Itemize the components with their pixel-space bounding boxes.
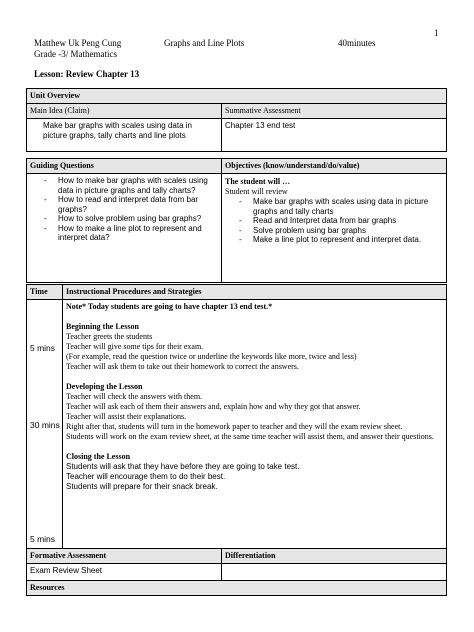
developing-line: Right after that, students will turn in the homework paper to teacher and they will the exam review sheet. xyxy=(66,422,403,431)
beginning-heading: Beginning the Lesson xyxy=(66,322,139,331)
unit-overview-heading: Unit Overview xyxy=(27,89,447,104)
list-item: - Make bar graphs with scales using data in picture graphs and tally charts xyxy=(225,197,443,216)
summative-label: Summative Assessment xyxy=(222,104,447,119)
grade-subject: Grade -3/ Mathematics xyxy=(34,49,117,59)
objectives-heading: Objectives (know/understand/do/value) xyxy=(222,159,447,174)
list-item: - Make a line plot to represent and interpret data. xyxy=(225,235,443,245)
time-closing: 5 mins xyxy=(30,534,56,544)
student-will-review: Student will review xyxy=(225,187,288,196)
list-item: - Read and Interpret data from bar graphs xyxy=(225,216,443,226)
closing-heading: Closing the Lesson xyxy=(66,452,131,461)
lesson-duration: 40minutes xyxy=(338,38,376,48)
objectives-list xyxy=(225,197,443,245)
resources-heading: Resources xyxy=(27,581,447,596)
developing-line: Teacher will assist their explanations. xyxy=(66,412,187,421)
page-number: 1 xyxy=(434,28,439,38)
list-item: - How to make a line plot to represent and interpret data? xyxy=(30,224,218,243)
differentiation-heading: Differentiation xyxy=(222,549,447,564)
lesson-topic: Graphs and Line Plots xyxy=(164,38,245,48)
closing-line: Teacher will encourage them to do their best. xyxy=(66,472,226,481)
main-idea-text: Make bar graphs with scales using data in picture graphs, tally charts and line plots xyxy=(27,119,222,152)
teacher-name: Matthew Uk Peng Cung xyxy=(34,38,122,48)
time-developing: 30 mins xyxy=(30,420,60,430)
procedures-table xyxy=(26,284,447,549)
beginning-line: Teacher will ask them to take out their homework to correct the answers. xyxy=(66,362,299,371)
beginning-line: Teacher will give some tips for their exam. xyxy=(66,342,204,351)
time-heading: Time xyxy=(27,285,63,300)
formative-heading: Formative Assessment xyxy=(27,549,222,564)
list-item: - Solve problem using bar graphs xyxy=(225,226,443,236)
closing-line: Students will ask that they have before they are going to take test. xyxy=(66,462,300,471)
time-beginning: 5 mins xyxy=(30,343,56,353)
developing-line: Teacher will ask each of them their answers and, explain how and why they got that answer. xyxy=(66,402,361,411)
assessment-table xyxy=(26,548,447,596)
guiding-questions-heading: Guiding Questions xyxy=(27,159,222,174)
summative-text: Chapter 13 end test xyxy=(222,119,447,152)
procedures-note: Note* Today students are going to have chapter 13 end test.* xyxy=(66,302,273,311)
closing-line: Students will prepare for their snack break. xyxy=(66,482,218,491)
developing-heading: Developing the Lesson xyxy=(66,382,143,391)
beginning-line: (For example, read the question twice or underline the keywords like more, twice and less) xyxy=(66,352,357,361)
guiding-objectives-table xyxy=(26,158,447,283)
developing-line: Teacher will check the answers with them. xyxy=(66,392,203,401)
lesson-title: Lesson: Review Chapter 13 xyxy=(34,69,140,79)
developing-line: Students will work on the exam review sheet, at the same time teacher will assist them, and answer their questions. xyxy=(66,432,434,441)
list-item: - How to solve problem using bar graphs? xyxy=(30,214,218,224)
guiding-questions-list xyxy=(30,176,218,243)
procedures-heading: Instructional Procedures and Strategies xyxy=(63,285,447,300)
list-item: - How to read and interpret data from bar graphs? xyxy=(30,195,218,214)
formative-value: Exam Review Sheet xyxy=(27,564,222,581)
list-item: - How to make bar graphs with scales using data in picture graphs and tally charts? xyxy=(30,176,218,195)
main-idea-label: Main Idea (Claim) xyxy=(27,104,222,119)
unit-overview-table xyxy=(26,88,447,152)
beginning-line: Teacher greets the students xyxy=(66,332,153,341)
differentiation-value xyxy=(222,564,447,581)
student-will-heading: The student will … xyxy=(225,177,291,186)
